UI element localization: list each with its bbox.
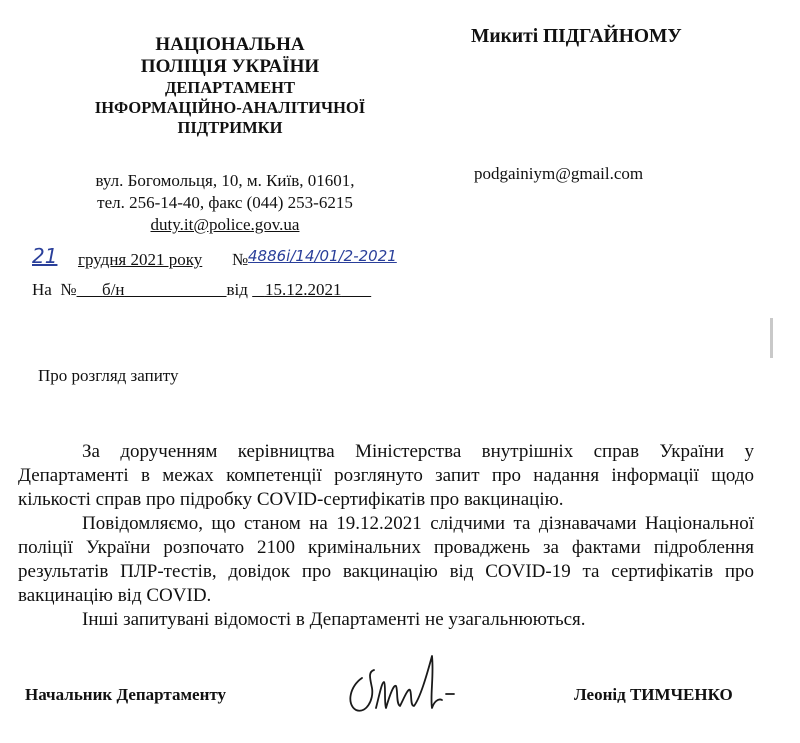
incoming-date: 15.12.2021 [264, 280, 342, 299]
incoming-prefix: На № [32, 280, 77, 299]
scan-artifact [770, 318, 773, 358]
recipient-email: podgainiym@gmail.com [474, 164, 644, 183]
body-paragraph-2: Повідомляємо, що станом на 19.12.2021 слідчими та дізнавачами Національної поліції України розпочато 2100 кримінальних проваджень за фактами підроблення результатів ПЛР-тестів, довідок про вакцинацію від COVID-19 та сертифікатів про вакцинацію від COVID. [18, 513, 754, 606]
letter-subject: Про розгляд запиту [38, 366, 179, 385]
body-paragraph-1: За дорученням керівництва Міністерства внутрішніх справ України у Департаменті в межах компетенції розглянуто запит про надання інформації щодо кількості справ про підробку COVID-сертифікатів про вакцинацію. [18, 441, 754, 510]
org-line-1: НАЦІОНАЛЬНА [155, 34, 305, 55]
address-street: вул. Богомольця, 10, м. Київ, 01601, [95, 171, 355, 190]
outgoing-number: 4886і/14/01/2-2021 [248, 247, 397, 265]
recipient-name: Микиті ПІДГАЙНОМУ [471, 26, 682, 47]
org-address [60, 170, 390, 236]
outgoing-date-number [32, 244, 462, 274]
incoming-date-prefix: від [226, 280, 248, 299]
signatory-title: Начальник Департаменту [25, 685, 227, 704]
letter-body [18, 440, 754, 632]
org-line-4: ІНФОРМАЦІЙНО-АНАЛІТИЧНОЇ [94, 98, 366, 117]
incoming-number: б/н [102, 280, 125, 299]
org-line-2: ПОЛІЦІЯ УКРАЇНИ [140, 56, 320, 77]
outgoing-day: 21 [32, 244, 58, 268]
handwritten-signature [340, 648, 470, 718]
incoming-reference [32, 280, 371, 300]
address-phone: тел. 256-14-40, факс (044) 253-6215 [97, 193, 353, 212]
outgoing-number-prefix: № [232, 250, 249, 269]
org-line-3: ДЕПАРТАМЕНТ [165, 78, 295, 97]
body-paragraph-3: Інші запитувані відомості в Департаменті не узагальнюються. [82, 609, 586, 630]
signatory-name: Леонід ТИМЧЕНКО [574, 685, 733, 704]
address-email-link[interactable]: duty.it@police.gov.ua [150, 215, 300, 234]
outgoing-month-year: грудня 2021 року [78, 250, 203, 269]
org-line-5: ПІДТРИМКИ [177, 118, 283, 137]
organization-header [40, 34, 420, 138]
